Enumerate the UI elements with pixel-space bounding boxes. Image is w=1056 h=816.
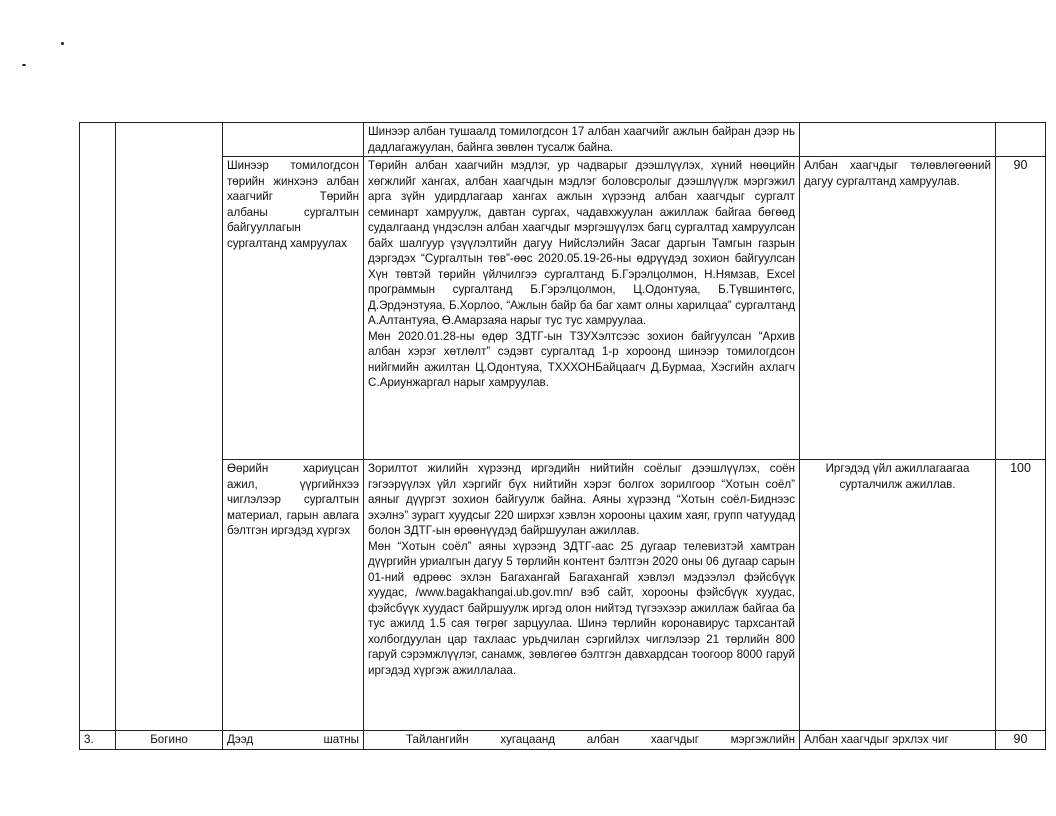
table-row — [80, 731, 1046, 750]
score-cell: 90 — [996, 731, 1046, 750]
category-cell: Богино — [116, 731, 223, 750]
progress-paragraph: Мөн 2020.01.28-ны өдөр ЗДТГ-ын ТЗУХэлтсээс зохион байгуулсан “Архив албан хэрэг хөтлөлт” сэдэвт сургалтад 1-р хороонд шинээр томилогдсон нийгмийн ажилтан Ц.Одонтуяа, ТХХХОНБайцаагч Д.Бурмаа, Хэсгийн ахлагч С.Ариунжаргал нарыг хамруулав. — [368, 329, 795, 389]
table-row — [80, 460, 1046, 731]
category-cell — [116, 123, 223, 731]
assessment-cell — [800, 123, 996, 157]
number-cell — [80, 123, 116, 731]
activity-cell: Шинээр томилогдсон төрийн жинхэнэ албан хаагчийг Төрийн албаны сургалтын байгууллагын сургалтанд хамруулах — [223, 157, 364, 460]
progress-cell — [364, 157, 800, 460]
progress-cell: Шинээр албан тушаалд томилогдсон 17 албан хаагчийг ажлын байран дээр нь дадлагажуулан, байнга зөвлөн тусалж байна. — [364, 123, 800, 157]
assessment-cell: Албан хаагчдыг төлөвлөгөөний дагуу сургалтанд хамруулав. — [800, 157, 996, 460]
activity-cell: Дээд шатны — [223, 731, 364, 750]
activity-cell — [223, 123, 364, 157]
score-cell — [996, 123, 1046, 157]
progress-cell — [364, 731, 800, 750]
progress-paragraph: Төрийн албан хаагчийн мэдлэг, ур чадварыг дээшлүүлэх, хүний нөөцийн хөгжлийг хангах, албан хаагчдын мэдлэг боловсролыг дээшлүүлж мэргэжил арга зүйн удирдлагаар хангах ажлын хүрээнд албан хаагчдыг сургалт семинарт хамруулж, давтан сургах, чадавхжуулан ажиллаж байгаа бөгөөд судалгаанд үндэслэн албан хаагчдыг мэргэшүүлэх багц сургалтад хамруулсан байх шалгуур үзүүлэлтийн дагуу Нийслэлийн Засаг даргын Тамгын газрын дэргэдэх “Сургалтын төв”-өөс 2020.05.19-26-ны өдрүүдэд зохион байгуулсан Хүн төвтэй төрийн үйлчилгээ сургалтанд Б.Гэрэлцолмон, Н.Нямзав, Excel программын сургалтанд Б.Гэрэлцолмон, Ц.Одонтуяа, Б.Түвшинтөгс, Д.Эрдэнэтуяа, Б.Хорлоо, “Ажлын байр ба баг хамт олны харилцаа” сургалтанд А.Алтантуяа, Ө.Амарзаяа нарыг тус тус хамруулаа. — [368, 159, 795, 327]
score-cell: 90 — [996, 157, 1046, 460]
table-row — [80, 157, 1046, 460]
scan-speck — [61, 42, 64, 45]
assessment-cell: Иргэдэд үйл ажиллагаагаа сурталчилж ажиллав. — [800, 460, 996, 731]
number-cell: 3. — [80, 731, 116, 750]
progress-paragraph: Зорилтот жилийн хүрээнд иргэдийн нийтийн соёлыг дээшлүүлэх, соён гэгээрүүлэх үйл хэргийг бүх нийтийн хэрэг болгох зорилгоор “Хотын соёл” аяныг дүүргэт зохион байгуулж байна. Аяны хүрээнд “Хотын соёл-Биднээс эхэлнэ” зурагт хуудсыг 220 ширхэг хэвлэн хорооны цахим хаяг, групп чатуудад болон ЗДТГ-ын өрөөнүүдэд байршуулан ажиллав. — [368, 462, 795, 537]
progress-paragraph: Тайлангийн хугацаанд албан хаагчдыг мэргэжлийн — [406, 733, 795, 746]
table-row — [80, 123, 1046, 157]
score-cell: 100 — [996, 460, 1046, 731]
assessment-cell: Албан хаагчдыг эрхлэх чиг — [800, 731, 996, 750]
progress-paragraph: Мөн “Хотын соёл” аяны хүрээнд ЗДТГ-аас 25 дугаар телевизтэй хамтран дүүргийн уриалгын дагуу 5 төрлийн контент бэлтгэн 2020 оны 06 дугаар сарын 01-ний өдрөөс эхлэн Багахангай Багахангай хэвлэл мэдээлэл фэйсбүүк хуудас, /www.bagakhangai.ub.gov.mn/ вэб сайт, хорооны фэйсбүүк хуудас, фэйсбүүк хуудаст байршуулж иргэд олон нийтэд түгээхээр ажиллаж байгаа ба тус ажилд 1.5 сая төгрөг зарцуулаа. Шинэ төрлийн коронавирус тархсантай холбогдуулан цар тахлаас урьдчилан сэргийлэх чиглэлээр 21 төрлийн 800 гаруй сэрэмжлүүлэг, санамж, зөвлөгөө бэлтгэн давхардсан тоогоор 8000 гаруй иргэдэд хүргэж ажиллалаа. — [368, 539, 795, 677]
progress-cell — [364, 460, 800, 731]
activity-cell: Өөрийн хариуцсан ажил, үүргийнхээ чиглэлээр сургалтын материал, гарын авлага бэлтгэн иргэдэд хүргэх — [223, 460, 364, 731]
report-table — [79, 122, 1046, 750]
scan-speck — [22, 64, 26, 66]
